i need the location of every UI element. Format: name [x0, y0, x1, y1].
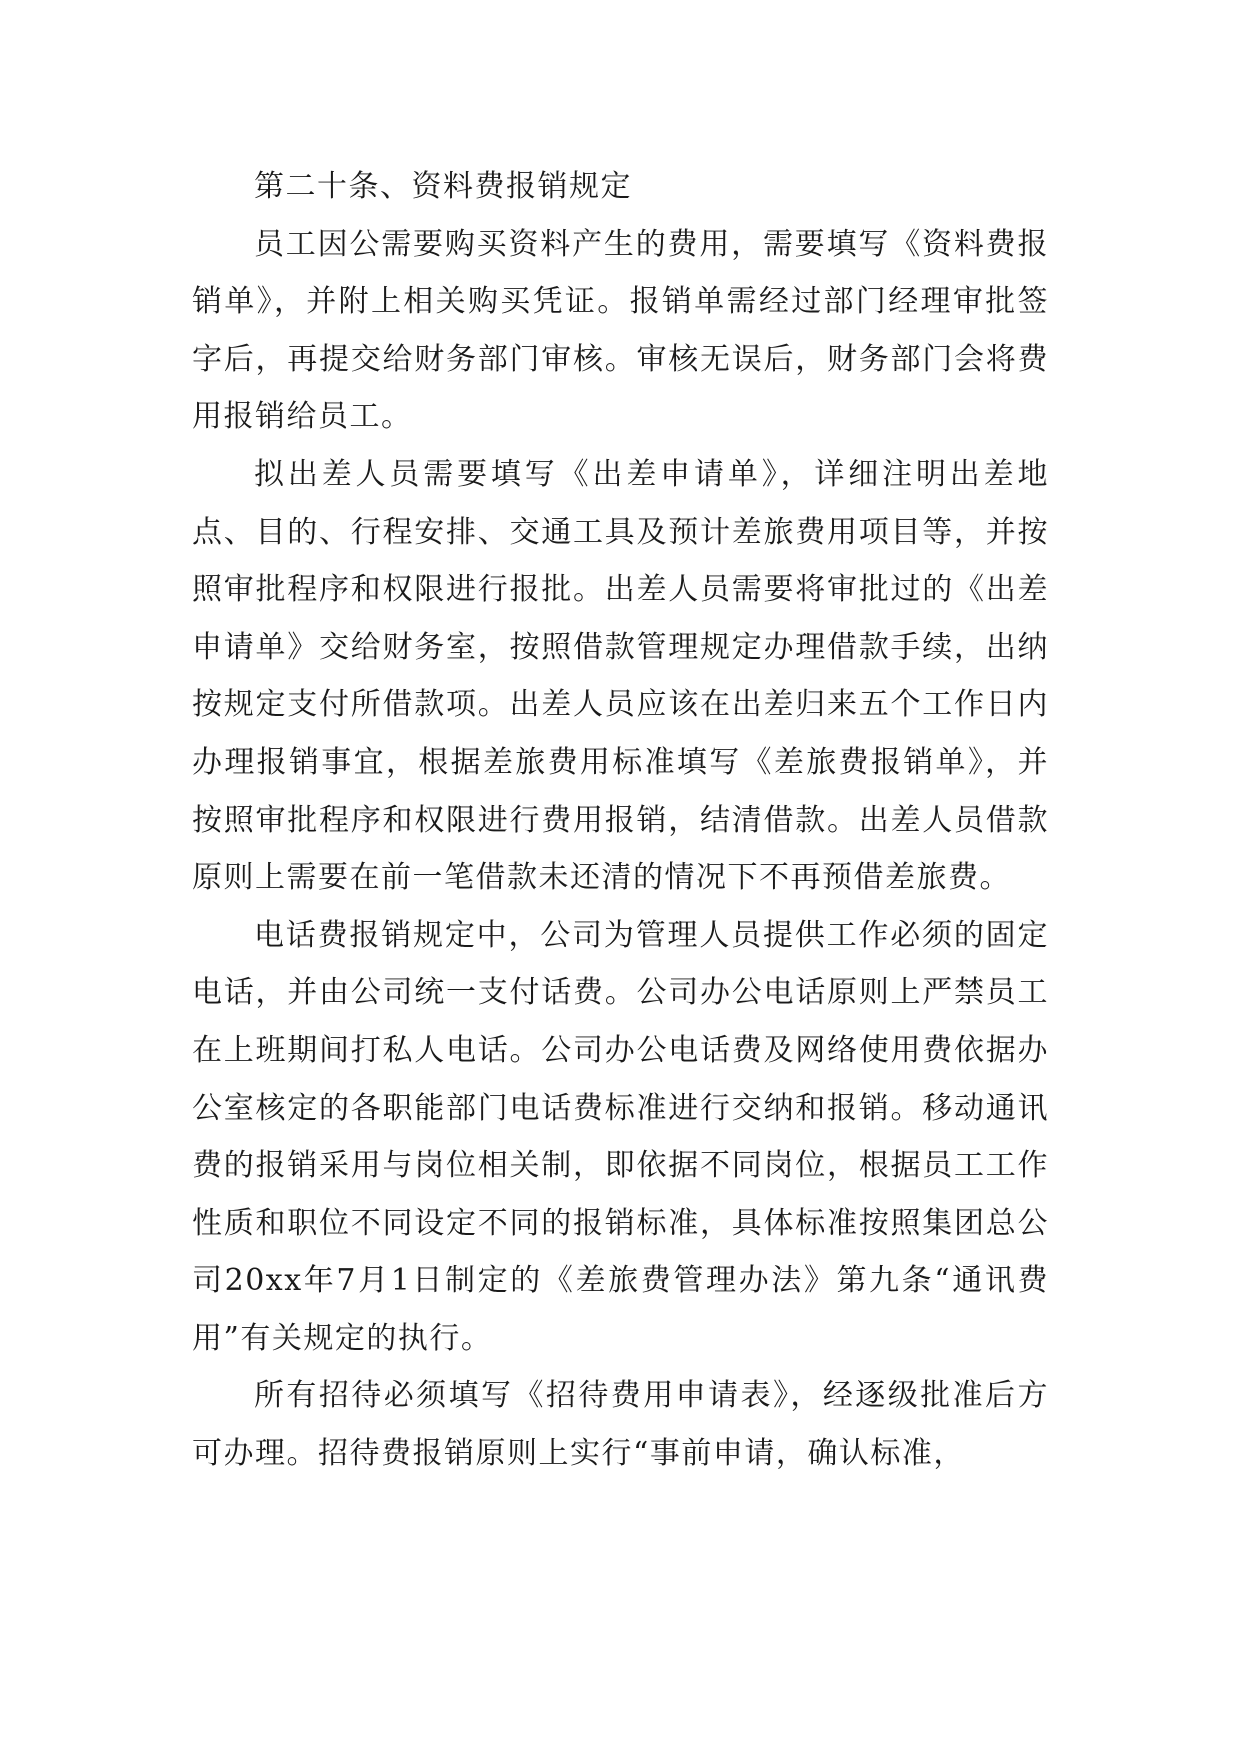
paragraph-materials-reimbursement: 员工因公需要购买资料产生的费用，需要填写《资料费报销单》，并附上相关购买凭证。报销单需经过部门经理审批签字后，再提交给财务部门审核。审核无误后，财务部门会将费用报销给员工。 — [192, 226, 1049, 435]
document-body — [192, 158, 1049, 1483]
paragraph-entertainment-reimbursement: 所有招待必须填写《招待费用申请表》，经逐级批准后方可办理。招待费报销原则上实行“事前申请，确认标准， — [192, 1378, 1049, 1472]
paragraph-phone-reimbursement: 电话费报销规定中，公司为管理人员提供工作必须的固定电话，并由公司统一支付话费。公司办公电话原则上严禁员工在上班期间打私人电话。公司办公电话费及网络使用费依据办公室核定的各职能部门电话费标准进行交纳和报销。移动通讯费的报销采用与岗位相关制，即依据不同岗位，根据员工工作性质和职位不同设定不同的报销标准，具体标准按照集团总公司20xx年7月1日制定的《差旅费管理办法》第九条“通讯费用”有关规定的执行。 — [192, 917, 1049, 1356]
section-heading: 第二十条、资料费报销规定 — [254, 169, 632, 204]
paragraph-travel-reimbursement: 拟出差人员需要填写《出差申请单》，详细注明出差地点、目的、行程安排、交通工具及预计差旅费用项目等，并按照审批程序和权限进行报批。出差人员需要将审批过的《出差申请单》交给财务室，按照借款管理规定办理借款手续，出纳按规定支付所借款项。出差人员应该在出差归来五个工作日内办理报销事宜，根据差旅费用标准填写《差旅费报销单》，并按照审批程序和权限进行费用报销，结清借款。出差人员借款原则上需要在前一笔借款未还清的情况下不再预借差旅费。 — [192, 456, 1049, 896]
